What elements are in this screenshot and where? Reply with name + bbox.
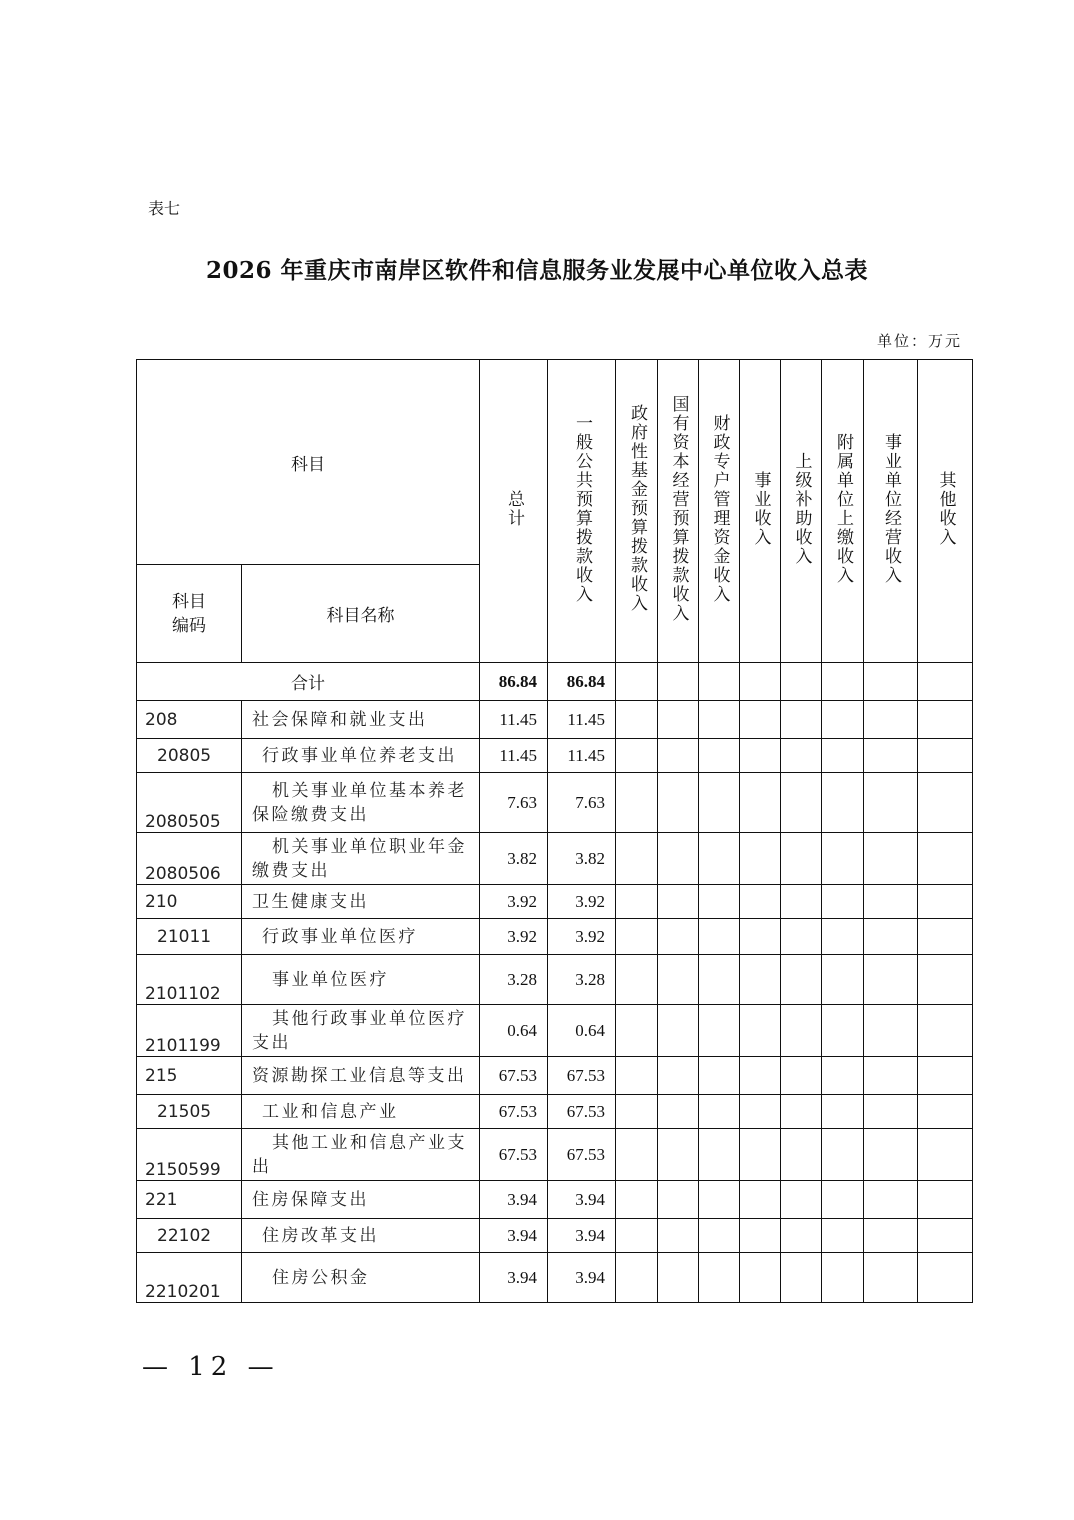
empty-cell	[699, 1095, 740, 1129]
empty-cell	[616, 919, 658, 955]
subject-name: 卫生健康支出	[242, 885, 480, 919]
subject-name: 工业和信息产业	[242, 1095, 480, 1129]
page-number: — 12 —	[142, 1352, 280, 1382]
empty-cell	[699, 919, 740, 955]
empty-cell	[781, 739, 822, 773]
value-general-budget: 3.94	[548, 1253, 616, 1303]
value-general-budget: 3.94	[548, 1219, 616, 1253]
subject-code: 221	[137, 1181, 242, 1219]
empty-cell	[658, 739, 699, 773]
empty-cell	[616, 1129, 658, 1181]
empty-cell	[616, 1219, 658, 1253]
empty-cell	[699, 1057, 740, 1095]
empty-cell	[822, 701, 864, 739]
header-col-total-text: 总计	[504, 489, 524, 528]
empty-cell	[822, 773, 864, 833]
header-col-fiscal-account-text: 财政专户管理资金收入	[709, 413, 730, 604]
empty-cell	[864, 833, 918, 885]
header-subject-name: 科目名称	[242, 565, 480, 663]
empty-cell	[918, 1005, 973, 1057]
empty-cell	[740, 1095, 781, 1129]
header-col-operating-income	[864, 360, 918, 663]
value-general-budget: 3.94	[548, 1181, 616, 1219]
empty-cell	[781, 1095, 822, 1129]
empty-cell	[658, 1005, 699, 1057]
empty-cell	[658, 955, 699, 1005]
total-row	[137, 663, 973, 701]
header-col-affiliated-turnover	[822, 360, 864, 663]
total-label: 合计	[137, 663, 480, 701]
header-col-business-income-text: 事业收入	[750, 470, 771, 547]
value-total: 3.92	[480, 919, 548, 955]
subject-code: 21505	[137, 1095, 242, 1129]
subject-name: 资源勘探工业信息等支出	[242, 1057, 480, 1095]
page-title: 2026 年重庆市南岸区软件和信息服务业发展中心单位收入总表	[205, 257, 869, 284]
table-body	[137, 701, 973, 1303]
empty-cell	[781, 1181, 822, 1219]
empty-cell	[864, 1129, 918, 1181]
subject-code: 210	[137, 885, 242, 919]
empty-cell	[864, 1219, 918, 1253]
header-col-business-income	[740, 360, 781, 663]
empty-cell	[658, 919, 699, 955]
value-total: 3.92	[480, 885, 548, 919]
header-col-operating-income-text: 事业单位经营收入	[881, 432, 901, 585]
empty-cell	[822, 1181, 864, 1219]
empty-cell	[740, 1129, 781, 1181]
header-col-affiliated-turnover-text: 附属单位上缴收入	[833, 432, 853, 585]
table-row	[137, 919, 973, 955]
empty-cell	[918, 739, 973, 773]
empty-cell	[740, 885, 781, 919]
table-row	[137, 773, 973, 833]
empty-cell	[822, 919, 864, 955]
empty-cell	[781, 919, 822, 955]
empty-cell	[822, 885, 864, 919]
subject-code: 215	[137, 1057, 242, 1095]
empty-cell	[658, 1129, 699, 1181]
empty-cell	[822, 1253, 864, 1303]
header-col-state-capital	[658, 360, 699, 663]
empty-cell	[822, 1095, 864, 1129]
empty-cell	[781, 1005, 822, 1057]
subject-code: 22102	[137, 1219, 242, 1253]
subject-code: 21011	[137, 919, 242, 955]
empty-cell	[918, 1181, 973, 1219]
subject-code: 2101102	[137, 955, 242, 1005]
empty-cell	[658, 1219, 699, 1253]
empty-cell	[658, 1095, 699, 1129]
empty-cell	[740, 739, 781, 773]
empty-cell	[658, 833, 699, 885]
value-total: 3.82	[480, 833, 548, 885]
total-general-budget: 86.84	[548, 663, 616, 701]
value-total: 67.53	[480, 1057, 548, 1095]
empty-cell	[658, 773, 699, 833]
header-subject-code-text: 科目编码	[172, 591, 206, 636]
empty-cell	[864, 701, 918, 739]
subject-code: 20805	[137, 739, 242, 773]
empty-cell	[740, 833, 781, 885]
value-general-budget: 3.82	[548, 833, 616, 885]
header-col-superior-subsidy	[781, 360, 822, 663]
empty-cell	[658, 885, 699, 919]
empty-cell	[781, 1219, 822, 1253]
value-general-budget: 11.45	[548, 701, 616, 739]
empty-cell	[918, 833, 973, 885]
value-general-budget: 7.63	[548, 773, 616, 833]
empty-cell	[918, 919, 973, 955]
empty-cell	[781, 885, 822, 919]
subject-code: 2101199	[137, 1005, 242, 1057]
subject-code: 2210201	[137, 1253, 242, 1303]
subject-name: 事业单位医疗	[242, 955, 480, 1005]
empty-cell	[918, 1057, 973, 1095]
empty-cell	[822, 1005, 864, 1057]
unit-label: 单位：万元	[876, 332, 962, 350]
empty-cell	[616, 701, 658, 739]
empty-cell	[864, 955, 918, 1005]
value-general-budget: 67.53	[548, 1057, 616, 1095]
empty-cell	[918, 1129, 973, 1181]
subject-name: 机关事业单位基本养老保险缴费支出	[242, 773, 480, 833]
empty-cell	[740, 919, 781, 955]
subject-name: 住房改革支出	[242, 1219, 480, 1253]
value-general-budget: 3.92	[548, 885, 616, 919]
empty-cell	[864, 1005, 918, 1057]
value-general-budget: 11.45	[548, 739, 616, 773]
empty-cell	[918, 1219, 973, 1253]
header-col-fiscal-account	[699, 360, 740, 663]
empty-cell	[740, 1253, 781, 1303]
empty-cell	[616, 739, 658, 773]
table-row	[137, 701, 973, 739]
empty-cell	[822, 955, 864, 1005]
subject-name: 其他行政事业单位医疗支出	[242, 1005, 480, 1057]
empty-cell	[658, 701, 699, 739]
empty-cell	[616, 773, 658, 833]
subject-code: 208	[137, 701, 242, 739]
empty-cell	[781, 1253, 822, 1303]
empty-cell	[822, 1057, 864, 1095]
value-total: 3.94	[480, 1181, 548, 1219]
empty-cell	[918, 701, 973, 739]
table-label: 表七	[148, 199, 181, 218]
empty-cell	[864, 1057, 918, 1095]
value-total: 3.28	[480, 955, 548, 1005]
empty-cell	[616, 1181, 658, 1219]
table-row	[137, 1253, 973, 1303]
empty-cell	[699, 1219, 740, 1253]
empty-cell	[781, 773, 822, 833]
value-general-budget: 67.53	[548, 1095, 616, 1129]
table-row	[137, 885, 973, 919]
empty-cell	[918, 955, 973, 1005]
subject-code: 2150599	[137, 1129, 242, 1181]
header-row-1	[137, 360, 973, 565]
subject-name: 住房公积金	[242, 1253, 480, 1303]
empty-cell	[781, 955, 822, 1005]
empty-cell	[740, 773, 781, 833]
header-col-gov-fund-text: 政府性基金预算拨款收入	[627, 404, 647, 613]
empty-cell	[864, 1253, 918, 1303]
value-total: 67.53	[480, 1095, 548, 1129]
subject-code: 2080506	[137, 833, 242, 885]
empty-cell	[699, 885, 740, 919]
header-col-other-income-text: 其他收入	[935, 470, 956, 547]
subject-name: 机关事业单位职业年金缴费支出	[242, 833, 480, 885]
value-general-budget: 0.64	[548, 1005, 616, 1057]
empty-cell	[822, 1129, 864, 1181]
empty-cell	[740, 1005, 781, 1057]
table-row	[137, 833, 973, 885]
value-general-budget: 3.28	[548, 955, 616, 1005]
empty-cell	[781, 1129, 822, 1181]
total-total: 86.84	[480, 663, 548, 701]
empty-cell	[740, 1219, 781, 1253]
empty-cell	[740, 1181, 781, 1219]
empty-cell	[699, 833, 740, 885]
empty-cell	[699, 1005, 740, 1057]
empty-cell	[616, 1005, 658, 1057]
value-total: 3.94	[480, 1253, 548, 1303]
income-summary-table	[136, 359, 973, 1303]
header-subject: 科目	[137, 360, 480, 565]
empty-cell	[918, 773, 973, 833]
value-total: 3.94	[480, 1219, 548, 1253]
header-col-general-budget	[548, 360, 616, 663]
empty-cell	[864, 773, 918, 833]
empty-cell	[616, 1253, 658, 1303]
empty-cell	[699, 739, 740, 773]
empty-cell	[918, 1095, 973, 1129]
table-row	[137, 1181, 973, 1219]
empty-cell	[740, 701, 781, 739]
empty-cell	[918, 885, 973, 919]
empty-cell	[864, 885, 918, 919]
empty-cell	[864, 1181, 918, 1219]
header-subject-code	[137, 565, 242, 663]
header-col-state-capital-text: 国有资本经营预算拨款收入	[668, 394, 689, 623]
header-col-other-income	[918, 360, 973, 663]
empty-cell	[864, 739, 918, 773]
empty-cell	[740, 1057, 781, 1095]
table-row	[137, 1005, 973, 1057]
empty-cell	[822, 739, 864, 773]
empty-cell	[616, 955, 658, 1005]
empty-cell	[781, 1057, 822, 1095]
empty-cell	[616, 885, 658, 919]
empty-cell	[616, 1057, 658, 1095]
value-total: 0.64	[480, 1005, 548, 1057]
table-row	[137, 739, 973, 773]
value-total: 67.53	[480, 1129, 548, 1181]
empty-cell	[918, 1253, 973, 1303]
empty-cell	[740, 955, 781, 1005]
empty-cell	[699, 955, 740, 1005]
table-row	[137, 1095, 973, 1129]
empty-cell	[658, 1181, 699, 1219]
subject-code: 2080505	[137, 773, 242, 833]
subject-name: 住房保障支出	[242, 1181, 480, 1219]
empty-cell	[658, 1057, 699, 1095]
empty-cell	[699, 1253, 740, 1303]
subject-name: 社会保障和就业支出	[242, 701, 480, 739]
header-col-superior-subsidy-text: 上级补助收入	[791, 451, 812, 566]
table-row	[137, 1219, 973, 1253]
value-general-budget: 3.92	[548, 919, 616, 955]
empty-cell	[699, 1181, 740, 1219]
value-total: 7.63	[480, 773, 548, 833]
table-row	[137, 1129, 973, 1181]
value-total: 11.45	[480, 739, 548, 773]
empty-cell	[781, 833, 822, 885]
header-col-general-budget-text: 一般公共预算拨款收入	[572, 413, 592, 604]
empty-cell	[699, 701, 740, 739]
value-total: 11.45	[480, 701, 548, 739]
table-row	[137, 1057, 973, 1095]
empty-cell	[616, 833, 658, 885]
empty-cell	[822, 1219, 864, 1253]
subject-name: 行政事业单位医疗	[242, 919, 480, 955]
value-general-budget: 67.53	[548, 1129, 616, 1181]
empty-cell	[658, 1253, 699, 1303]
empty-cell	[864, 1095, 918, 1129]
table-row	[137, 955, 973, 1005]
empty-cell	[822, 833, 864, 885]
empty-cell	[699, 1129, 740, 1181]
empty-cell	[781, 701, 822, 739]
header-col-total	[480, 360, 548, 663]
subject-name: 其他工业和信息产业支出	[242, 1129, 480, 1181]
header-col-gov-fund	[616, 360, 658, 663]
empty-cell	[699, 773, 740, 833]
empty-cell	[864, 919, 918, 955]
subject-name: 行政事业单位养老支出	[242, 739, 480, 773]
empty-cell	[616, 1095, 658, 1129]
